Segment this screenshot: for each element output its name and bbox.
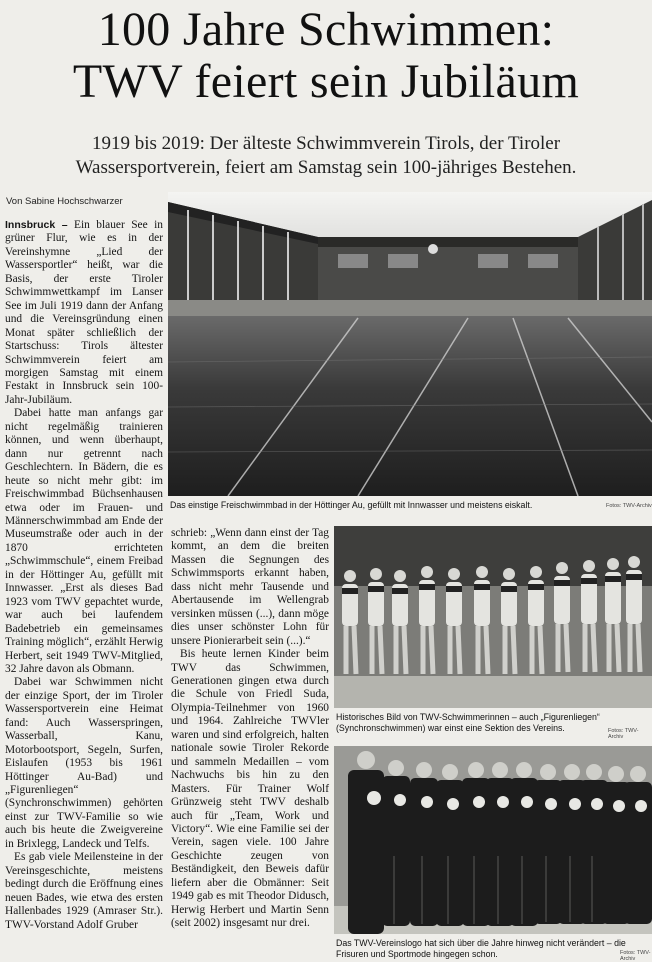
dateline: Innsbruck – (5, 219, 68, 231)
article-column-2 (171, 527, 329, 931)
pool-photo-credit: Fotos: TWV-Archiv (606, 503, 652, 509)
pool-photo-image (168, 192, 652, 496)
subheadline-line-2: Wassersportverein, feiert am Samstag sein 100-jähriges Bestehen. (75, 157, 577, 178)
team-photo-caption: Das TWV-Vereinslogo hat sich über die Jahre hinweg nicht verändert – die Frisuren und Sportmode hingegen schon. (336, 938, 626, 959)
pool-photo-caption: Das einstige Freischwimmbad in der Höttinger Au, gefüllt mit Innwasser und meistens eiskalt. (170, 500, 533, 510)
article-paragraph: Dabei war Schwimmen nicht der einzige Sport, der im Tiroler Wassersportverein eine Heimat fand: Auch Wasserspringen, Wasserball, Kanu, Motorbootsport, Segeln, Surfen, Eislaufen (1953 bis 1961 Höttinger Au-Bad) und „Figurenliegen“ (Synchronschwimmen) gehörten einst zur TWV-Familie so wie auch bis heute die Zweigvereine in Brixlegg, Landeck und Telfs. (5, 676, 163, 850)
swimmers-photo-credit: Fotos: TWV-Archiv (608, 728, 639, 740)
article-paragraph: Es gab viele Meilensteine in der Vereinsgeschichte, meistens bedingt durch die Eröffnung eines neuen Bades, wie etwa des ersten Hallenbades 1929 (Amraser Str.). TWV-Vorstand Adolf Gruber (5, 851, 163, 931)
team-photo (334, 746, 652, 934)
article-column-1 (5, 219, 163, 932)
pool-photo (168, 192, 652, 496)
subheadline-line-1: 1919 bis 2019: Der älteste Schwimmverein Tirols, der Tiroler (91, 133, 561, 154)
swimmers-photo-image (334, 526, 652, 708)
paragraph-text: Ein blauer See in grüner Flur, wie es in der Vereinshymne „Lied der Wassersportler“ heißt, war die Basis, der erste Tiroler Schwimmwettkampf im Lanser See im Juli 1919 dann der Anfang und die Vereinsgründung einen Monat später schließlich der Startschuss: Tirols ältester Schwimmverein feiert am morgigen Samstag mit einem Festakt in Innsbruck sein 100-Jahr-Jubiläum. (5, 219, 163, 406)
article-paragraph (5, 219, 163, 407)
headline-line-2: TWV feiert sein Jubiläum (72, 55, 580, 108)
team-photo-credit: Fotos: TWV-Archiv (620, 950, 651, 962)
article-paragraph: Dabei hatte man anfangs gar nicht regelmäßig trainieren können, und wenn überhaupt, dann nur getrennt nach Geschlechtern. In Bädern, die es heute so nicht mehr gibt: im Freischwimmbad Büchsenhausen etwa oder im Frauen- und Männerschwimmbad am Ende der Museumstraße oder auch in der 1870 errichteten „Schwimmschule“, einem Freibad in der Höttinger Au, gefüllt mit Innwasser. „Erst als dieses Bad 1923 vom TWV gepachtet wurde, war auch bei laufendem Badebetrieb ein gemeinsames Training möglich“, erzählt Herwig Herbert, seit 1949 TWV-Mitglied, 32 Jahre davon als Obmann. (5, 407, 163, 675)
headline-line-1: 100 Jahre Schwimmen: (97, 3, 555, 56)
article-paragraph: schrieb: „Wenn dann einst der Tag kommt, an dem die breiten Massen die Segnungen des Schwimmsports erkannt haben, dass nicht mehr Tausende und Abertausende im Wellengrab versinken müssen (...), dann möge dies unser schönster Lohn für unsere Pionierarbeit sein (...).“ (171, 527, 329, 647)
swimmers-photo-caption: Historisches Bild von TWV-Schwimmerinnen – auch „Figurenliegen“ (Synchronschwimmen) war einst eine Sektion des Vereins. (336, 712, 600, 733)
byline: Von Sabine Hochschwarzer (6, 196, 123, 207)
article-paragraph: Bis heute lernen Kinder beim TWV das Schwimmen, Generationen gingen etwa durch die Schule von Friedl Suda, Olympia-Teilnehmer von 1960 und 1964. Zahlreiche TWVler waren und sind erfolgreich, halten nationale sowie Tiroler Rekorde und sammeln Medaillen – vom Nachwuchs bis hin zu den Masters. Für Trainer Wolf Grünzweig steht TWV deshalb auch für „Team, Work und Victory“. Wie eine Familie sei der Verein, sagen viele. 100 Jahre Geschichte zeugen von Beständigkeit, den Beweis dafür liefern aber die Obmänner: Seit 1949 gab es mit Theodor Didusch, Herwig Herbert und Martin Senn (seit 2002) insgesamt nur drei. (171, 648, 329, 930)
swimmers-photo (334, 526, 652, 708)
team-photo-image (334, 746, 652, 934)
